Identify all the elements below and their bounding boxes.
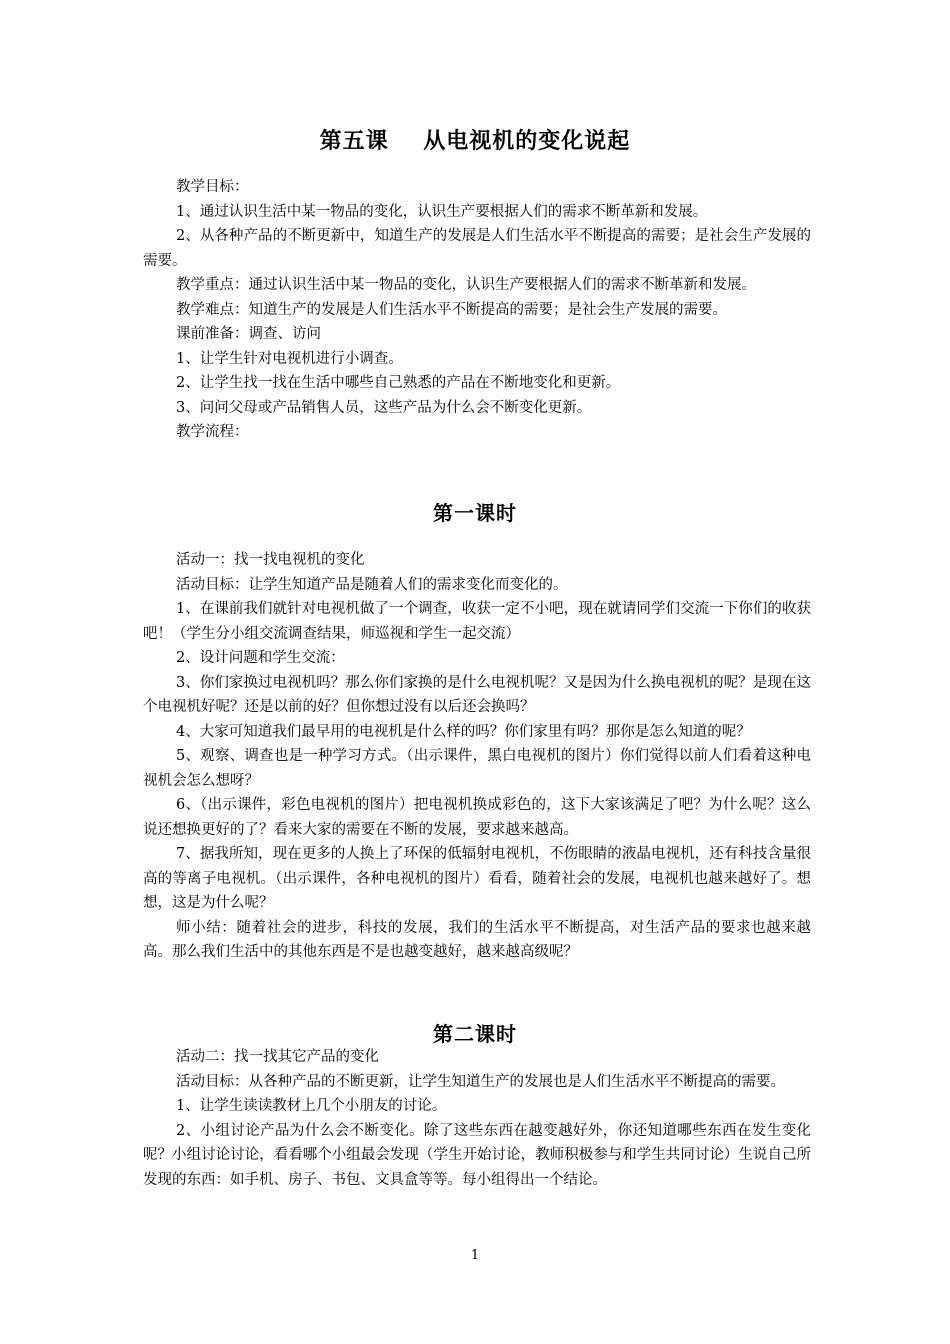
section-1-paragraph: 4、大家可知道我们最早用的电视机是什么样的吗？你们家里有吗？那你是怎么知道的呢？ — [176, 723, 751, 740]
section-1-paragraph: 活动一：找一找电视机的变化 — [176, 552, 365, 568]
section-1-block — [143, 548, 811, 965]
section-2-paragraph: 1、让学生读读教材上几个小朋友的讨论。 — [176, 1098, 447, 1114]
section-1-paragraph: 师小结：随着社会的进步，科技的发展，我们的生活水平不断提高，对生活产品的要求也越来越高。那么我们生活中的其他东西是不是也越变越好，越来越高级呢？ — [143, 919, 811, 960]
intro-paragraph: 教学重点：通过认识生活中某一物品的变化，认识生产要根据人们的需求不断革新和发展。 — [176, 277, 756, 293]
page-number: 1 — [470, 1248, 480, 1263]
section-1-paragraph: 1、在课前我们就针对电视机做了一个调查，收获一定不小吧，现在就请同学们交流一下你们的收获吧！（学生分小组交流调查结果，师巡视和学生一起交流） — [143, 601, 811, 642]
section-1-paragraph: 活动目标：让学生知道产品是随着人们的需求变化而变化的。 — [176, 576, 568, 593]
section-heading-2: 第二课时 — [433, 1022, 517, 1046]
page-title: 第五课 从电视机的变化说起 — [319, 129, 631, 154]
intro-paragraph: 1、让学生针对电视机进行小调查。 — [176, 350, 403, 367]
section-1-paragraph: 6、（出示课件，彩色电视机的图片）把电视机换成彩色的，这下大家该满足了吧？为什么呢？这么说还想换更好的了？看来大家的需要在不断的发展，要求越来越高。 — [143, 797, 811, 838]
section-2-paragraph: 活动二：找一找其它产品的变化 — [176, 1049, 379, 1065]
section-heading-1: 第一课时 — [433, 501, 517, 525]
section-2-block — [143, 1045, 811, 1192]
intro-paragraph: 教学难点：知道生产的发展是人们生活水平不断提高的需要；是社会生产发展的需要。 — [176, 301, 727, 318]
intro-paragraph: 课前准备：调查、访问 — [176, 326, 321, 342]
intro-paragraph: 2、从各种产品的不断更新中，知道生产的发展是人们生活水平不断提高的需要；是社会生产发展的需要。 — [143, 228, 811, 269]
section-1-paragraph: 3、你们家换过电视机吗？那么你们家换的是什么电视机呢？又是因为什么换电视机的呢？是现在这个电视机好呢？还是以前的好？但你想过没有以后还会换吗？ — [143, 674, 811, 715]
section-2-paragraph: 活动目标：从各种产品的不断更新，让学生知道生产的发展也是人们生活水平不断提高的需要。 — [176, 1073, 785, 1090]
intro-paragraph: 教学目标： — [176, 179, 249, 195]
intro-paragraph: 1、通过认识生活中某一物品的变化，认识生产要根据人们的需求不断革新和发展。 — [176, 203, 708, 220]
intro-paragraph: 2、让学生找一找在生活中哪些自己熟悉的产品在不断地变化和更新。 — [176, 375, 621, 391]
intro-paragraph: 3、问问父母或产品销售人员，这些产品为什么会不断变化更新。 — [176, 399, 592, 416]
intro-paragraph: 教学流程： — [176, 424, 249, 440]
section-1-paragraph: 7、据我所知，现在更多的人换上了环保的低辐射电视机，不伤眼睛的液晶电视机，还有科技含量很高的等离子电视机。（出示课件，各种电视机的图片）看看，随着社会的发展，电视机也越来越好了。想想，这是为什么呢？ — [143, 846, 811, 911]
section-2-paragraph: 2、小组讨论产品为什么会不断变化。除了这些东西在越变越好外，你还知道哪些东西在发生变化呢？小组讨论讨论，看看哪个小组最会发现（学生开始讨论，教师积极参与和学生共同讨论）生说自己所发现的东西：如手机、房子、书包、文具盒等等。每小组得出一个结论。 — [143, 1122, 811, 1188]
intro-block — [143, 175, 811, 445]
section-1-paragraph: 5、观察、调查也是一种学习方式。（出示课件，黑白电视机的图片）你们觉得以前人们看着这种电视机会怎么想呀？ — [143, 748, 811, 789]
section-1-paragraph: 2、设计问题和学生交流： — [176, 650, 345, 666]
